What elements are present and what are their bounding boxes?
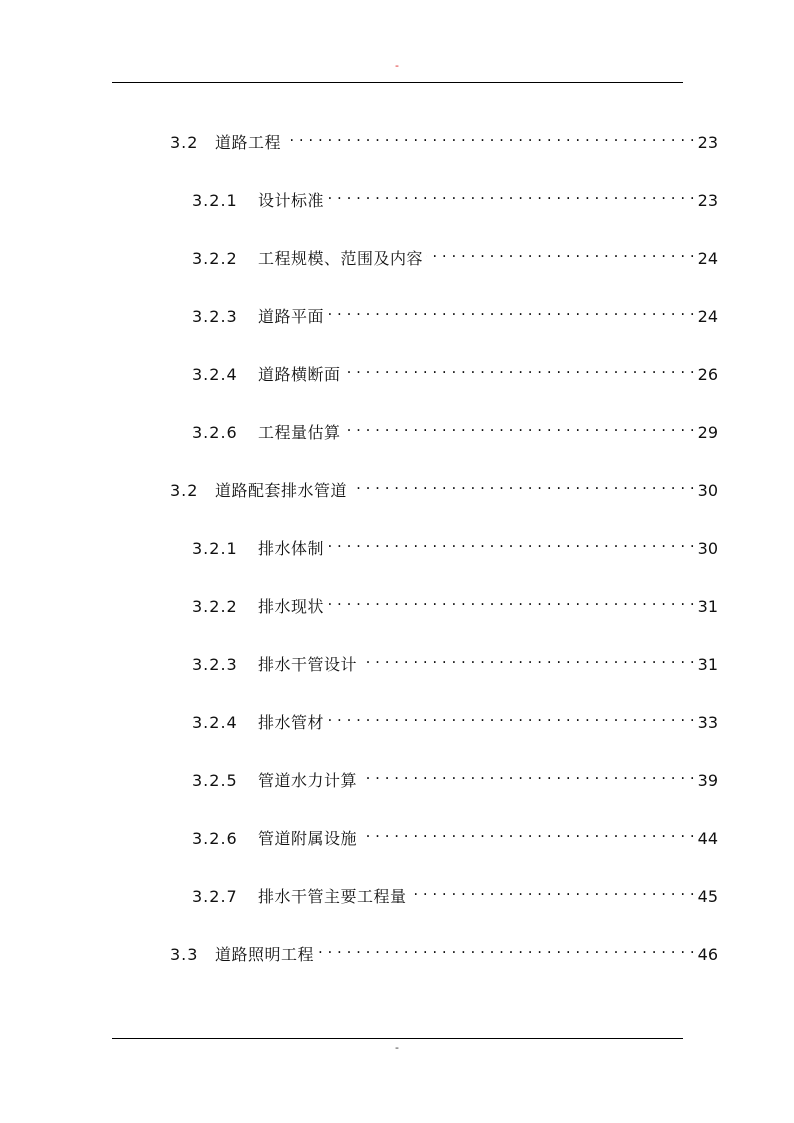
toc-entry-page: 31 — [697, 597, 718, 616]
dot-leader — [360, 646, 695, 670]
dot-leader — [327, 530, 695, 554]
dot-leader — [327, 298, 695, 322]
toc-entry-title: 道路照明工程 — [215, 945, 315, 964]
toc-entry-number: 3.2.2 — [192, 597, 238, 616]
header-rule — [112, 82, 683, 83]
toc-entry-number: 3.3 — [170, 945, 199, 964]
toc-entry-number: 3.2 — [170, 133, 199, 152]
toc-entry-page: 46 — [697, 945, 718, 964]
toc-entry-title: 排水体制 — [258, 539, 325, 558]
toc-entry-number: 3.2.1 — [192, 539, 238, 558]
toc-entry-number: 3.2.1 — [192, 191, 238, 210]
toc-entry-page: 23 — [697, 191, 718, 210]
toc-entry-page: 31 — [697, 655, 718, 674]
toc-entry-number: 3.2.3 — [192, 307, 238, 326]
toc-entry-number: 3.2.5 — [192, 771, 238, 790]
dot-leader — [360, 762, 695, 786]
toc-entry-page: 30 — [697, 481, 718, 500]
toc-entry-page: 39 — [697, 771, 718, 790]
toc-entry-title: 设计标准 — [258, 191, 325, 210]
toc-entry[interactable] — [192, 762, 718, 790]
toc-entry-page: 30 — [697, 539, 718, 558]
toc-entry-title: 排水管材 — [258, 713, 325, 732]
toc-entry[interactable] — [192, 820, 718, 848]
dot-leader — [344, 356, 695, 380]
toc-entry-number: 3.2.4 — [192, 713, 238, 732]
dot-leader — [284, 124, 695, 148]
toc-entry[interactable] — [192, 646, 718, 674]
toc-entry-number: 3.2.6 — [192, 829, 238, 848]
dot-leader — [317, 936, 695, 960]
dot-leader — [327, 704, 695, 728]
dot-leader — [410, 878, 695, 902]
toc-entry-title: 道路配套排水管道 — [215, 481, 348, 500]
toc-entry-title: 道路工程 — [215, 133, 282, 152]
toc-entry-page: 24 — [697, 307, 718, 326]
toc-entry-page: 24 — [697, 249, 718, 268]
toc-entry[interactable] — [192, 588, 718, 616]
dot-leader — [327, 182, 695, 206]
dot-leader — [350, 472, 695, 496]
toc-entry[interactable] — [192, 530, 718, 558]
footer-mark: - — [395, 1041, 399, 1054]
toc-entry-number: 3.2.2 — [192, 249, 238, 268]
dot-leader — [360, 820, 695, 844]
toc-entry-page: 26 — [697, 365, 718, 384]
toc-entry-page: 33 — [697, 713, 718, 732]
dot-leader — [344, 414, 695, 438]
toc-entry-title: 工程规模、范围及内容 — [258, 249, 424, 268]
dot-leader — [327, 588, 695, 612]
toc-entry-title: 管道附属设施 — [258, 829, 358, 848]
toc-entry-number: 3.2 — [170, 481, 199, 500]
toc-entry-number: 3.2.7 — [192, 887, 238, 906]
header-mark: - — [395, 59, 399, 72]
toc-entry-title: 排水干管设计 — [258, 655, 358, 674]
toc-entry[interactable] — [192, 704, 718, 732]
toc-entry-number: 3.2.3 — [192, 655, 238, 674]
toc-entry-page: 29 — [697, 423, 718, 442]
toc-entry-number: 3.2.6 — [192, 423, 238, 442]
toc-entry-title: 排水干管主要工程量 — [258, 887, 407, 906]
toc-entry-page: 23 — [697, 133, 718, 152]
toc-entry-page: 44 — [697, 829, 718, 848]
dot-leader — [426, 240, 695, 264]
toc-entry[interactable] — [192, 878, 718, 906]
toc-entry[interactable] — [192, 298, 718, 326]
toc-entry-title: 道路平面 — [258, 307, 325, 326]
toc-entry-number: 3.2.4 — [192, 365, 238, 384]
toc-entry[interactable] — [192, 414, 718, 442]
toc-entry[interactable] — [170, 124, 718, 152]
toc-entry-page: 45 — [697, 887, 718, 906]
toc-entry-title: 工程量估算 — [258, 423, 341, 442]
toc-entry[interactable] — [170, 936, 718, 964]
toc-entry-title: 道路横断面 — [258, 365, 341, 384]
toc-entry[interactable] — [192, 240, 718, 268]
toc-entry[interactable] — [170, 472, 718, 500]
footer-rule — [112, 1038, 683, 1039]
toc-entry-title: 管道水力计算 — [258, 771, 358, 790]
toc-entry[interactable] — [192, 356, 718, 384]
toc-entry-title: 排水现状 — [258, 597, 325, 616]
toc-entry[interactable] — [192, 182, 718, 210]
